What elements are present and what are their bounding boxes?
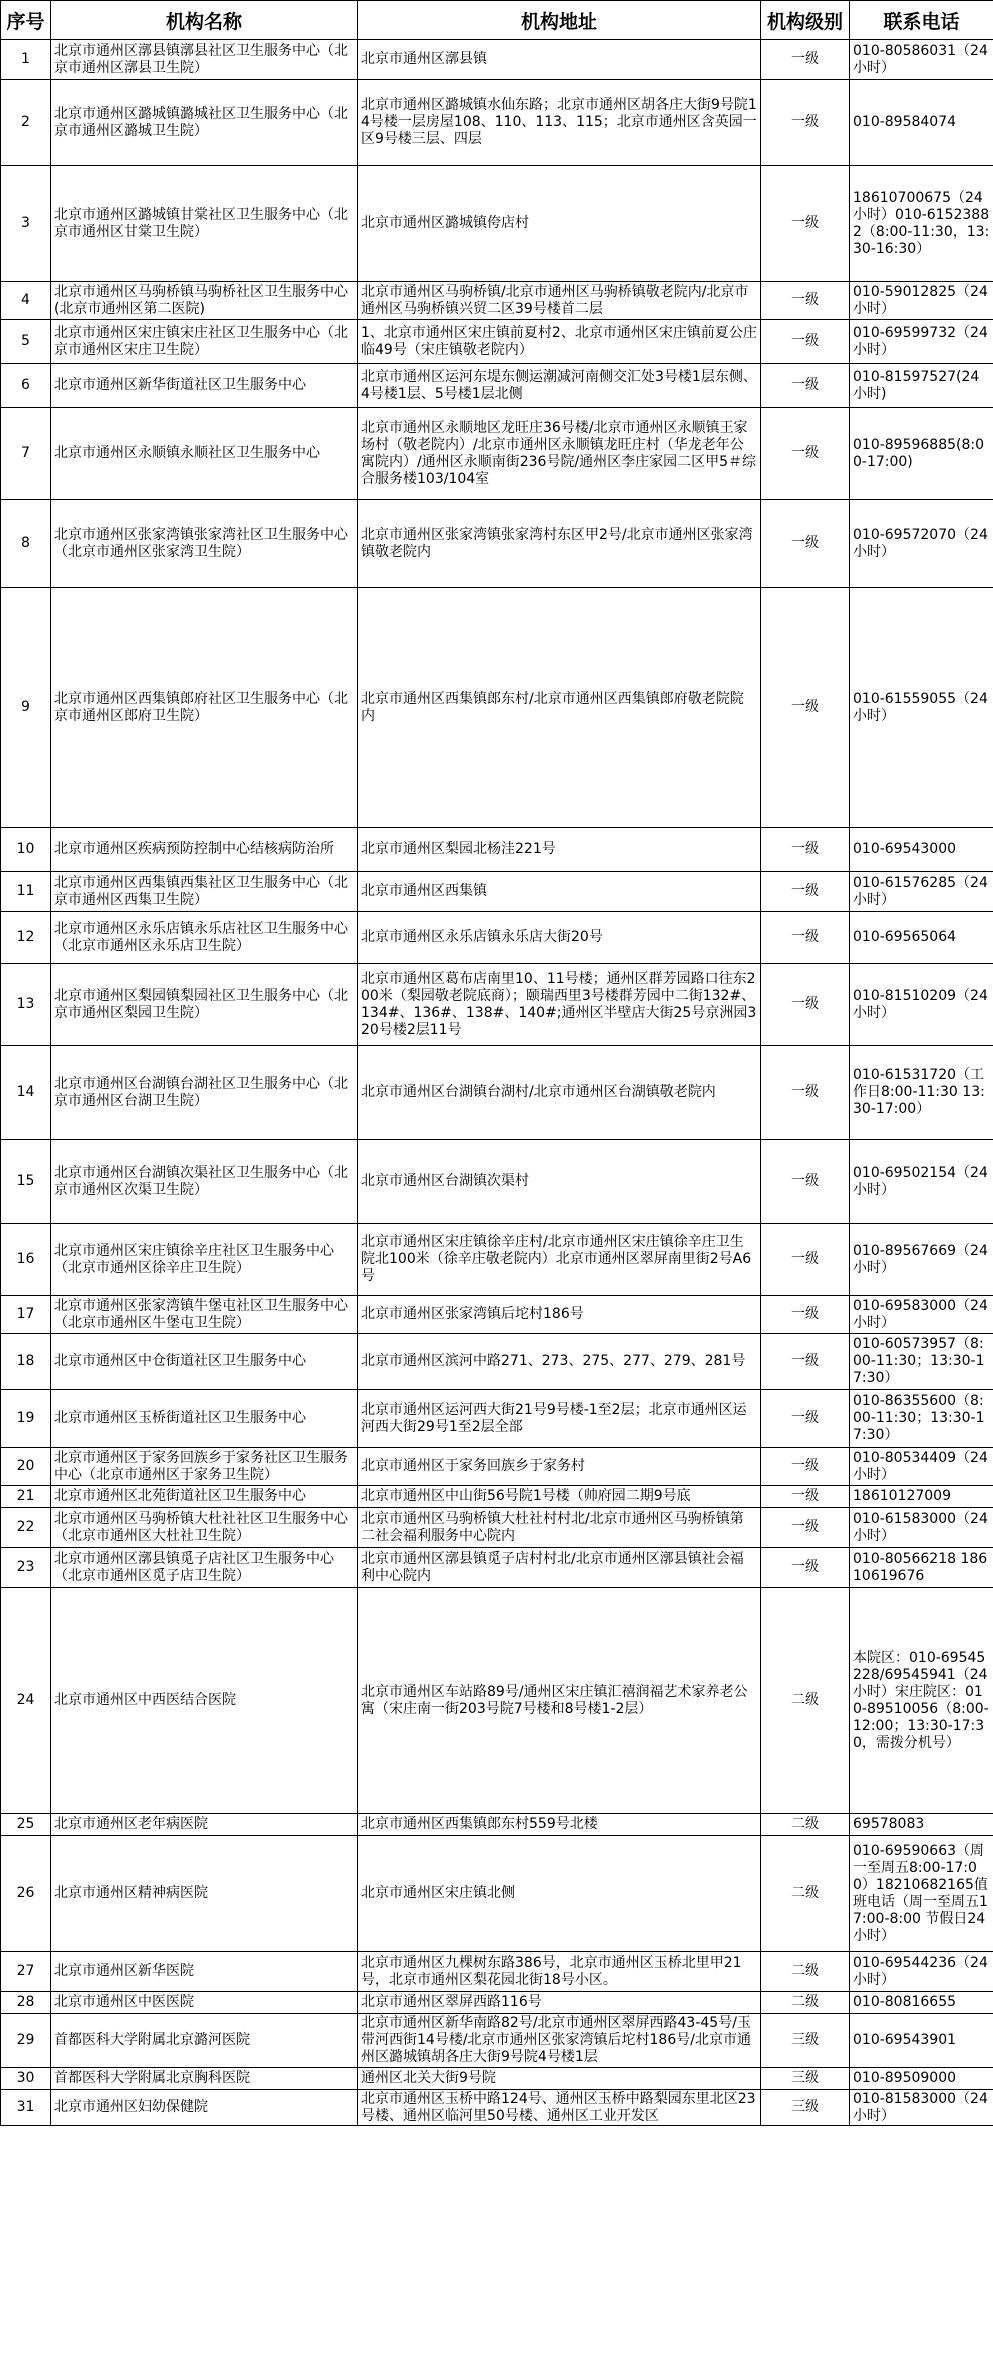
- institution-level: 一级: [761, 40, 850, 80]
- contact-phone: 010-61559055（24小时）: [850, 588, 993, 828]
- row-index: 13: [1, 964, 51, 1046]
- institution-name: 北京市通州区宋庄镇宋庄社区卫生服务中心（北京市通州区宋庄卫生院）: [51, 320, 358, 364]
- contact-phone: 010-89584074: [850, 80, 993, 166]
- row-index: 27: [1, 1952, 51, 1992]
- row-index: 3: [1, 166, 51, 282]
- institution-address: 北京市通州区宋庄镇北侧: [358, 1836, 761, 1952]
- contact-phone: 本院区：010-69545228/69545941（24小时）宋庄院区：010-89510056（8:00-12:00；13:30-17:30，需拨分机号）: [850, 1588, 993, 1814]
- table-row: [1, 872, 993, 912]
- institution-address: 北京市通州区漷县镇: [358, 40, 761, 80]
- row-index: 15: [1, 1140, 51, 1224]
- institution-level: 一级: [761, 1224, 850, 1296]
- institution-address: 北京市通州区新华南路82号/北京市通州区翠屏西路43-45号/玉带河西街14号楼/北京市通州区张家湾镇后坨村186号/北京市通州区潞城镇胡各庄大街9号院4号楼1层: [358, 2014, 761, 2068]
- institution-address: 北京市通州区西集镇: [358, 872, 761, 912]
- institution-name: 北京市通州区中西医结合医院: [51, 1588, 358, 1814]
- institution-level: 二级: [761, 1814, 850, 1836]
- institution-address: 北京市通州区葛布店南里10、11号楼；通州区群芳园路口往东200米（梨园敬老院底商）；颐瑞西里3号楼群芳园中二街132#、134#、136#、138#、140#;通州区半壁店大街25号京洲园320号楼2层11号: [358, 964, 761, 1046]
- table-row: [1, 166, 993, 282]
- contact-phone: 010-80586031（24小时）: [850, 40, 993, 80]
- row-index: 6: [1, 364, 51, 408]
- institution-address: 北京市通州区九棵树东路386号，北京市通州区玉桥北里甲21号，北京市通州区梨花园北街18号小区。: [358, 1952, 761, 1992]
- institution-level: 一级: [761, 1046, 850, 1140]
- row-index: 29: [1, 2014, 51, 2068]
- table-row: [1, 2090, 993, 2126]
- contact-phone: 18610700675（24小时）010-61523882（8:00-11:30，13:30-16:30）: [850, 166, 993, 282]
- institution-address: 北京市通州区于家务回族乡于家务村: [358, 1448, 761, 1486]
- table-row: [1, 964, 993, 1046]
- contact-phone: 010-59012825（24小时）: [850, 282, 993, 320]
- institution-address: 北京市通州区永顺地区龙旺庄36号楼/北京市通州区永顺镇王家场村（敬老院内）/北京市通州区永顺镇龙旺庄村（华龙老年公寓院内）/通州区永顺南街236号院/通州区李庄家园二区甲5＃综合服务楼103/104室: [358, 408, 761, 500]
- contact-phone: 010-80816655: [850, 1992, 993, 2014]
- institution-address: 北京市通州区漷县镇觅子店村村北/北京市通州区漷县镇社会福利中心院内: [358, 1548, 761, 1588]
- contact-phone: 010-89596885(8:00-17:00): [850, 408, 993, 500]
- institution-address: 北京市通州区台湖镇台湖村/北京市通州区台湖镇敬老院内: [358, 1046, 761, 1140]
- institution-name: 首都医科大学附属北京潞河医院: [51, 2014, 358, 2068]
- institution-level: 一级: [761, 1486, 850, 1508]
- institution-name: 北京市通州区疾病预防控制中心结核病防治所: [51, 828, 358, 872]
- table-row: [1, 1952, 993, 1992]
- institution-level: 一级: [761, 1296, 850, 1334]
- header-phone: 联系电话: [850, 1, 993, 40]
- institution-name: 北京市通州区潞城镇甘棠社区卫生服务中心（北京市通州区甘棠卫生院）: [51, 166, 358, 282]
- table-header-row: [1, 1, 993, 40]
- table-row: [1, 1486, 993, 1508]
- institution-address: 北京市通州区宋庄镇徐辛庄村/北京市通州区宋庄镇徐辛庄卫生院北100米（徐辛庄敬老院内）北京市通州区翠屏南里街2号A6号: [358, 1224, 761, 1296]
- institution-level: 一级: [761, 320, 850, 364]
- contact-phone: 010-69543901: [850, 2014, 993, 2068]
- institution-level: 一级: [761, 282, 850, 320]
- table-row: [1, 1390, 993, 1448]
- contact-phone: 010-69590663（周一至周五8:00-17:00）18210682165值班电话（周一至周五17:00-8:00 节假日24小时）: [850, 1836, 993, 1952]
- row-index: 24: [1, 1588, 51, 1814]
- row-index: 21: [1, 1486, 51, 1508]
- institution-address: 通州区北关大街9号院: [358, 2068, 761, 2090]
- contact-phone: 010-69544236（24小时）: [850, 1952, 993, 1992]
- institution-name: 北京市通州区新华医院: [51, 1952, 358, 1992]
- header-address: 机构地址: [358, 1, 761, 40]
- contact-phone: 010-61583000（24小时）: [850, 1508, 993, 1548]
- table-row: [1, 408, 993, 500]
- table-row: [1, 1588, 993, 1814]
- row-index: 11: [1, 872, 51, 912]
- institution-level: 一级: [761, 1140, 850, 1224]
- contact-phone: 010-61576285（24小时）: [850, 872, 993, 912]
- row-index: 7: [1, 408, 51, 500]
- institution-name: 北京市通州区西集镇郎府社区卫生服务中心（北京市通州区郎府卫生院）: [51, 588, 358, 828]
- institution-address: 北京市通州区潞城镇水仙东路；北京市通州区胡各庄大街9号院14号楼一层房屋108、110、113、115；北京市通州区含英园一区9号楼三层、四层: [358, 80, 761, 166]
- table-row: [1, 1224, 993, 1296]
- institution-address: 北京市通州区张家湾镇张家湾村东区甲2号/北京市通州区张家湾镇敬老院内: [358, 500, 761, 588]
- institution-address: 北京市通州区西集镇郎东村559号北楼: [358, 1814, 761, 1836]
- row-index: 20: [1, 1448, 51, 1486]
- institution-name: 北京市通州区于家务回族乡于家务社区卫生服务中心（北京市通州区于家务卫生院）: [51, 1448, 358, 1486]
- institution-level: 一级: [761, 1548, 850, 1588]
- row-index: 16: [1, 1224, 51, 1296]
- table-row: [1, 2014, 993, 2068]
- institution-name: 北京市通州区潞城镇潞城社区卫生服务中心（北京市通州区潞城卫生院）: [51, 80, 358, 166]
- table-row: [1, 828, 993, 872]
- row-index: 31: [1, 2090, 51, 2126]
- institution-level: 一级: [761, 1390, 850, 1448]
- table-row: [1, 1296, 993, 1334]
- institution-level: 一级: [761, 1334, 850, 1390]
- institution-address: 北京市通州区玉桥中路124号、通州区玉桥中路梨园东里北区23号楼、通州区临河里50号楼、通州区工业开发区: [358, 2090, 761, 2126]
- institution-name: 北京市通州区西集镇西集社区卫生服务中心（北京市通州区西集卫生院）: [51, 872, 358, 912]
- institution-level: 一级: [761, 872, 850, 912]
- institution-address: 北京市通州区中山街56号院1号楼（帅府园二期9号底: [358, 1486, 761, 1508]
- institution-address: 北京市通州区台湖镇次渠村: [358, 1140, 761, 1224]
- institution-name: 北京市通州区漷县镇漷县社区卫生服务中心（北京市通州区漷县卫生院）: [51, 40, 358, 80]
- table-row: [1, 40, 993, 80]
- row-index: 1: [1, 40, 51, 80]
- institution-address: 北京市通州区西集镇郎东村/北京市通州区西集镇郎府敬老院院内: [358, 588, 761, 828]
- contact-phone: 010-61531720（工作日8:00-11:30 13:30-17:00）: [850, 1046, 993, 1140]
- institution-address: 北京市通州区运河东堤东侧运潮减河南侧交汇处3号楼1层东侧、4号楼1层、5号楼1层北侧: [358, 364, 761, 408]
- institution-address: 北京市通州区梨园北杨洼221号: [358, 828, 761, 872]
- institution-name: 北京市通州区精神病医院: [51, 1836, 358, 1952]
- institution-level: 二级: [761, 1952, 850, 1992]
- institution-name: 北京市通州区妇幼保健院: [51, 2090, 358, 2126]
- institution-address: 北京市通州区翠屏西路116号: [358, 1992, 761, 2014]
- institution-level: 一级: [761, 588, 850, 828]
- institution-name: 北京市通州区台湖镇台湖社区卫生服务中心（北京市通州区台湖卫生院）: [51, 1046, 358, 1140]
- table-body: [1, 40, 993, 2126]
- institution-level: 一级: [761, 912, 850, 964]
- institution-address: 北京市通州区马驹桥镇大杜社村村北/北京市通州区马驹桥镇第二社会福利服务中心院内: [358, 1508, 761, 1548]
- contact-phone: 18610127009: [850, 1486, 993, 1508]
- table-row: [1, 1992, 993, 2014]
- row-index: 4: [1, 282, 51, 320]
- institution-level: 一级: [761, 1508, 850, 1548]
- contact-phone: 010-89509000: [850, 2068, 993, 2090]
- row-index: 22: [1, 1508, 51, 1548]
- contact-phone: 010-69565064: [850, 912, 993, 964]
- institution-name: 北京市通州区张家湾镇张家湾社区卫生服务中心（北京市通州区张家湾卫生院）: [51, 500, 358, 588]
- institution-level: 一级: [761, 964, 850, 1046]
- row-index: 10: [1, 828, 51, 872]
- table-row: [1, 1836, 993, 1952]
- institution-level: 一级: [761, 166, 850, 282]
- institution-level: 一级: [761, 828, 850, 872]
- table-row: [1, 80, 993, 166]
- row-index: 14: [1, 1046, 51, 1140]
- contact-phone: 010-60573957（8:00-11:30；13:30-17:30）: [850, 1334, 993, 1390]
- institution-name: 北京市通州区梨园镇梨园社区卫生服务中心（北京市通州区梨园卫生院）: [51, 964, 358, 1046]
- row-index: 23: [1, 1548, 51, 1588]
- institution-name: 北京市通州区新华街道社区卫生服务中心: [51, 364, 358, 408]
- table-row: [1, 1814, 993, 1836]
- row-index: 5: [1, 320, 51, 364]
- institution-address: 北京市通州区永乐店镇永乐店大街20号: [358, 912, 761, 964]
- table-row: [1, 282, 993, 320]
- row-index: 28: [1, 1992, 51, 2014]
- row-index: 2: [1, 80, 51, 166]
- institution-name: 北京市通州区马驹桥镇马驹桥社区卫生服务中心(北京市通州区第二医院): [51, 282, 358, 320]
- contact-phone: 010-69543000: [850, 828, 993, 872]
- institution-name: 北京市通州区永顺镇永顺社区卫生服务中心: [51, 408, 358, 500]
- institution-name: 北京市通州区老年病医院: [51, 1814, 358, 1836]
- table-row: [1, 1334, 993, 1390]
- institution-address: 1、北京市通州区宋庄镇前夏村2、北京市通州区宋庄镇前夏公庄临49号（宋庄镇敬老院内）: [358, 320, 761, 364]
- contact-phone: 010-81583000（24小时）: [850, 2090, 993, 2126]
- table-row: [1, 912, 993, 964]
- institution-level: 三级: [761, 2068, 850, 2090]
- table-row: [1, 500, 993, 588]
- institution-address: 北京市通州区车站路89号/通州区宋庄镇汇禧润福艺术家养老公寓（宋庄南一街203号院7号楼和8号楼1-2层）: [358, 1588, 761, 1814]
- institution-address: 北京市通州区运河西大街21号9号楼-1至2层；北京市通州区运河西大街29号1至2层全部: [358, 1390, 761, 1448]
- contact-phone: 010-80566218 18610619676: [850, 1548, 993, 1588]
- row-index: 19: [1, 1390, 51, 1448]
- row-index: 25: [1, 1814, 51, 1836]
- header-name: 机构名称: [51, 1, 358, 40]
- header-index: 序号: [1, 1, 51, 40]
- contact-phone: 010-69583000（24小时）: [850, 1296, 993, 1334]
- institution-address: 北京市通州区潞城镇侉店村: [358, 166, 761, 282]
- contact-phone: 010-86355600（8:00-11:30；13:30-17:30）: [850, 1390, 993, 1448]
- table-row: [1, 2068, 993, 2090]
- institution-address: 北京市通州区滨河中路271、273、275、277、279、281号: [358, 1334, 761, 1390]
- institution-name: 北京市通州区中医医院: [51, 1992, 358, 2014]
- institution-level: 一级: [761, 500, 850, 588]
- table-row: [1, 1140, 993, 1224]
- institution-level: 一级: [761, 80, 850, 166]
- institution-level: 一级: [761, 364, 850, 408]
- contact-phone: 010-81510209（24小时）: [850, 964, 993, 1046]
- table-row: [1, 1046, 993, 1140]
- row-index: 26: [1, 1836, 51, 1952]
- row-index: 8: [1, 500, 51, 588]
- institution-name: 北京市通州区台湖镇次渠社区卫生服务中心（北京市通州区次渠卫生院）: [51, 1140, 358, 1224]
- institution-level: 一级: [761, 408, 850, 500]
- contact-phone: 010-69599732（24小时）: [850, 320, 993, 364]
- contact-phone: 010-80534409（24小时）: [850, 1448, 993, 1486]
- institution-level: 三级: [761, 2014, 850, 2068]
- institution-name: 北京市通州区中仓街道社区卫生服务中心: [51, 1334, 358, 1390]
- table-row: [1, 364, 993, 408]
- table-row: [1, 1508, 993, 1548]
- institution-name: 北京市通州区宋庄镇徐辛庄社区卫生服务中心（北京市通州区徐辛庄卫生院）: [51, 1224, 358, 1296]
- institution-name: 北京市通州区漷县镇觅子店社区卫生服务中心（北京市通州区觅子店卫生院）: [51, 1548, 358, 1588]
- contact-phone: 010-69502154（24小时）: [850, 1140, 993, 1224]
- institution-address: 北京市通州区马驹桥镇/北京市通州区马驹桥镇敬老院内/北京市通州区马驹桥镇兴贸二区39号楼首二层: [358, 282, 761, 320]
- institution-level: 二级: [761, 1836, 850, 1952]
- institution-level: 一级: [761, 1448, 850, 1486]
- row-index: 9: [1, 588, 51, 828]
- institution-level: 二级: [761, 1588, 850, 1814]
- contact-phone: 010-69572070（24小时）: [850, 500, 993, 588]
- row-index: 12: [1, 912, 51, 964]
- institution-name: 北京市通州区张家湾镇牛堡屯社区卫生服务中心（北京市通州区牛堡屯卫生院）: [51, 1296, 358, 1334]
- table-row: [1, 588, 993, 828]
- institution-name: 北京市通州区北苑街道社区卫生服务中心: [51, 1486, 358, 1508]
- institution-address: 北京市通州区张家湾镇后坨村186号: [358, 1296, 761, 1334]
- institution-name: 北京市通州区马驹桥镇大杜社社区卫生服务中心（北京市通州区大杜社卫生院）: [51, 1508, 358, 1548]
- row-index: 17: [1, 1296, 51, 1334]
- table-row: [1, 1448, 993, 1486]
- row-index: 30: [1, 2068, 51, 2090]
- table-row: [1, 320, 993, 364]
- institution-name: 首都医科大学附属北京胸科医院: [51, 2068, 358, 2090]
- institution-name: 北京市通州区玉桥街道社区卫生服务中心: [51, 1390, 358, 1448]
- row-index: 18: [1, 1334, 51, 1390]
- header-level: 机构级别: [761, 1, 850, 40]
- institution-level: 二级: [761, 1992, 850, 2014]
- institution-name: 北京市通州区永乐店镇永乐店社区卫生服务中心（北京市通州区永乐店卫生院）: [51, 912, 358, 964]
- institution-level: 三级: [761, 2090, 850, 2126]
- contact-phone: 010-89567669（24小时）: [850, 1224, 993, 1296]
- table-row: [1, 1548, 993, 1588]
- contact-phone: 010-81597527(24小时): [850, 364, 993, 408]
- contact-phone: 69578083: [850, 1814, 993, 1836]
